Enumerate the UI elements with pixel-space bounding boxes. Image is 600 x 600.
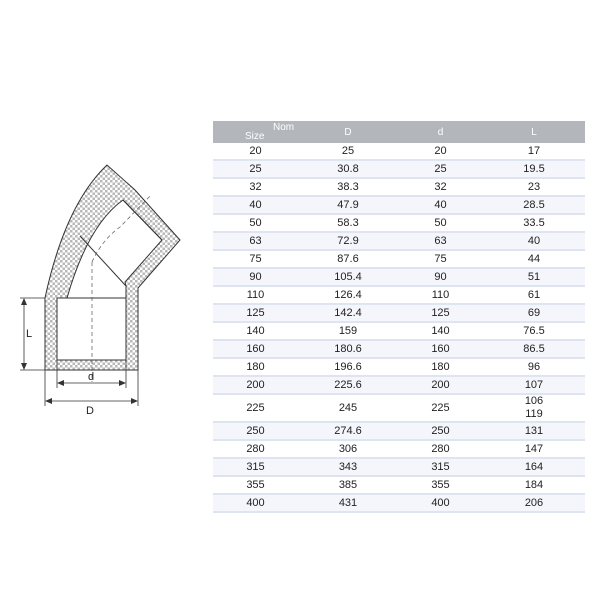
table-row: [213, 196, 585, 214]
cell-size: 400: [213, 494, 298, 512]
l-arrow-top: [21, 298, 27, 305]
cell-inner-diameter: 40: [398, 196, 483, 214]
outer-d-arrow-right: [131, 398, 138, 404]
l-dimension-label: L: [26, 328, 33, 340]
cell-inner-diameter: 160: [398, 340, 483, 358]
cell-inner-diameter: 140: [398, 322, 483, 340]
cell-inner-diameter: 280: [398, 440, 483, 458]
header-corner-cell: [213, 121, 298, 143]
table-row: [213, 376, 585, 394]
cell-inner-diameter: 125: [398, 304, 483, 322]
cell-outer-diameter: 159: [298, 322, 398, 340]
cell-length: 206: [483, 494, 585, 512]
cell-length: 106 119: [483, 394, 585, 422]
cell-size: 225: [213, 394, 298, 422]
cell-size: 40: [213, 196, 298, 214]
header-nom-label: Nom: [273, 122, 295, 133]
spec-table: [213, 121, 585, 513]
cell-size: 25: [213, 160, 298, 178]
cell-size: 355: [213, 476, 298, 494]
outer-d-arrow-left: [45, 398, 52, 404]
cell-size: 160: [213, 340, 298, 358]
d-dimension-label: d: [88, 371, 95, 383]
cell-outer-diameter: 87.6: [298, 250, 398, 268]
cell-inner-diameter: 225: [398, 394, 483, 422]
cell-outer-diameter: 343: [298, 458, 398, 476]
cell-inner-diameter: 180: [398, 358, 483, 376]
table-row: [213, 440, 585, 458]
cell-length: 51: [483, 268, 585, 286]
cell-size: 20: [213, 143, 298, 160]
cell-length: 131: [483, 422, 585, 440]
cell-size: 250: [213, 422, 298, 440]
cell-inner-diameter: 250: [398, 422, 483, 440]
cell-outer-diameter: 225.6: [298, 376, 398, 394]
table-row: [213, 358, 585, 376]
cell-outer-diameter: 180.6: [298, 340, 398, 358]
cell-outer-diameter: 105.4: [298, 268, 398, 286]
header-length: L: [483, 121, 585, 143]
table-row: [213, 214, 585, 232]
cell-inner-diameter: 32: [398, 178, 483, 196]
cell-inner-diameter: 50: [398, 214, 483, 232]
cell-outer-diameter: 431: [298, 494, 398, 512]
cell-length: 40: [483, 232, 585, 250]
header-size-label: Size: [245, 131, 265, 142]
cell-inner-diameter: 20: [398, 143, 483, 160]
cell-inner-diameter: 75: [398, 250, 483, 268]
cell-size: 315: [213, 458, 298, 476]
cell-outer-diameter: 30.8: [298, 160, 398, 178]
header-inner-diameter: d: [398, 121, 483, 143]
cell-length: 17: [483, 143, 585, 160]
table-row: [213, 268, 585, 286]
header-outer-diameter: D: [298, 121, 398, 143]
table-row: [213, 322, 585, 340]
cell-length: 23: [483, 178, 585, 196]
cell-length: 44: [483, 250, 585, 268]
l-arrow-bottom: [21, 363, 27, 370]
cell-inner-diameter: 355: [398, 476, 483, 494]
cell-inner-diameter: 63: [398, 232, 483, 250]
cell-outer-diameter: 126.4: [298, 286, 398, 304]
table-row: [213, 394, 585, 422]
cell-inner-diameter: 400: [398, 494, 483, 512]
table-row: [213, 178, 585, 196]
cell-length: 147: [483, 440, 585, 458]
cell-length: 86.5: [483, 340, 585, 358]
cell-outer-diameter: 245: [298, 394, 398, 422]
cell-length: 164: [483, 458, 585, 476]
cell-length: 107: [483, 376, 585, 394]
cell-size: 140: [213, 322, 298, 340]
outer-d-dimension-label: D: [86, 405, 94, 417]
d-arrow-left: [57, 380, 64, 386]
table-row: [213, 422, 585, 440]
cell-length: 76.5: [483, 322, 585, 340]
table-header-row: [213, 121, 585, 143]
d-arrow-right: [119, 380, 126, 386]
cell-size: 63: [213, 232, 298, 250]
table-row: [213, 160, 585, 178]
cell-size: 110: [213, 286, 298, 304]
cell-length: 28.5: [483, 196, 585, 214]
cell-outer-diameter: 196.6: [298, 358, 398, 376]
cell-size: 180: [213, 358, 298, 376]
cell-size: 280: [213, 440, 298, 458]
cell-outer-diameter: 274.6: [298, 422, 398, 440]
table-row: [213, 304, 585, 322]
cell-size: 75: [213, 250, 298, 268]
cell-length: 61: [483, 286, 585, 304]
table-row: [213, 286, 585, 304]
table-body: [213, 143, 585, 512]
cell-inner-diameter: 90: [398, 268, 483, 286]
cell-size: 50: [213, 214, 298, 232]
cell-size: 200: [213, 376, 298, 394]
cell-length: 33.5: [483, 214, 585, 232]
cell-outer-diameter: 72.9: [298, 232, 398, 250]
cell-outer-diameter: 385: [298, 476, 398, 494]
table-row: [213, 476, 585, 494]
table-row: [213, 458, 585, 476]
table-row: [213, 232, 585, 250]
table-row: [213, 250, 585, 268]
table-row: [213, 494, 585, 512]
cell-inner-diameter: 315: [398, 458, 483, 476]
cell-size: 32: [213, 178, 298, 196]
cell-inner-diameter: 25: [398, 160, 483, 178]
table-row: [213, 143, 585, 160]
cell-outer-diameter: 306: [298, 440, 398, 458]
cell-inner-diameter: 200: [398, 376, 483, 394]
cell-size: 125: [213, 304, 298, 322]
elbow-fitting-diagram: [10, 150, 210, 420]
cell-size: 90: [213, 268, 298, 286]
cell-length: 19.5: [483, 160, 585, 178]
cell-length: 96: [483, 358, 585, 376]
cell-outer-diameter: 47.9: [298, 196, 398, 214]
cell-outer-diameter: 25: [298, 143, 398, 160]
table-row: [213, 340, 585, 358]
cell-length: 184: [483, 476, 585, 494]
cell-outer-diameter: 38.3: [298, 178, 398, 196]
cell-length: 69: [483, 304, 585, 322]
cell-outer-diameter: 142.4: [298, 304, 398, 322]
cell-inner-diameter: 110: [398, 286, 483, 304]
cell-outer-diameter: 58.3: [298, 214, 398, 232]
